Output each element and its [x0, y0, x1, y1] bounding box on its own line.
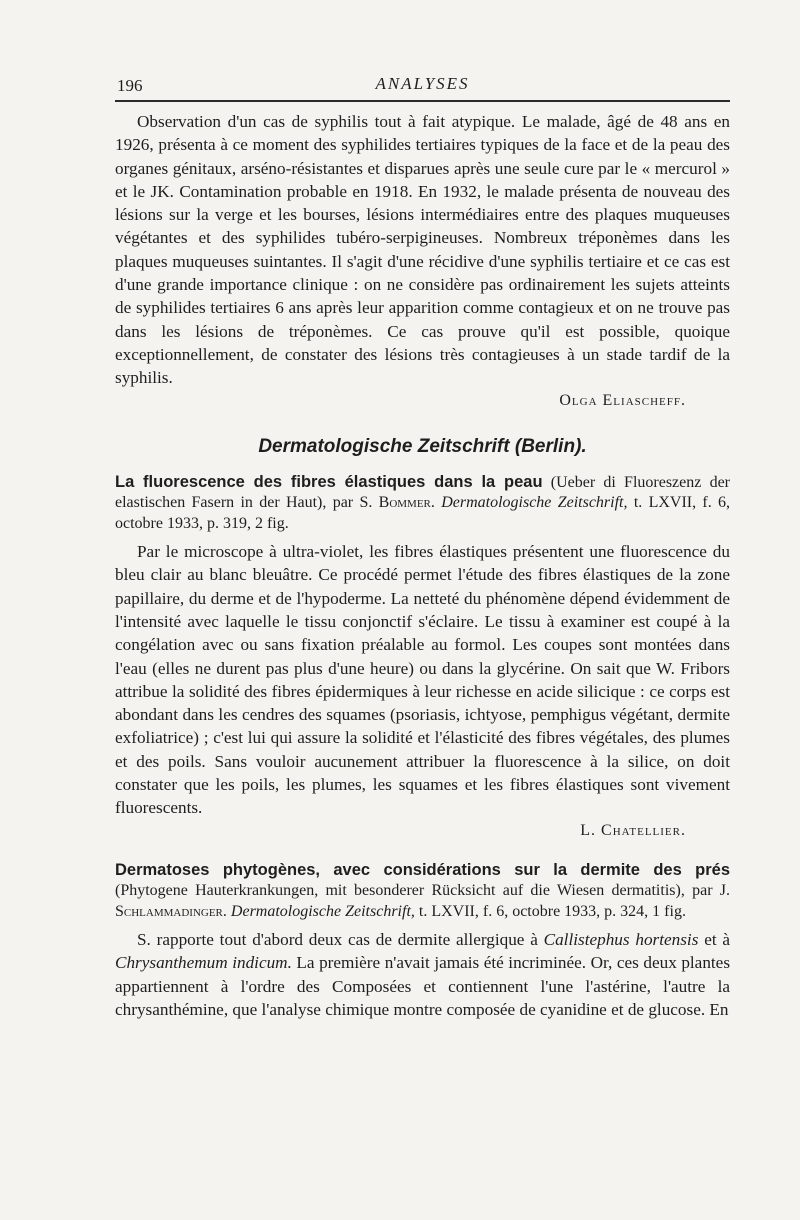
article2-plant1: Callistephus hortensis	[543, 930, 699, 950]
observation-paragraph: Observation d'un cas de syphilis tout à fait atypique. Le malade, âgé de 48 ans en 1926, présenta à ce moment des syphilides tertiaires typiques de la face et de la peau des organes génitaux, arséno-résistantes et disparues après une seule cure par le « mercurol » et le JK. Contamination probable en 1918. En 1932, le malade présenta de nouveau des lésions sur la verge et les bourses, lésions intermédiaires entre des plaques muqueuses végétantes et des syphilides tubéro-serpigineuses. Nombreux tréponèmes dans les plaques muqueuses suintantes. Il s'agit d'une récidive d'une syphilis tertiaire et ce cas est d'une grande importance clinique : on ne considère pas ordinairement les sujets atteints de syphilides tertiaires 6 ans après leur apparition comme contagieux et on ne trouve pas dans les lésions de tréponèmes. Ce cas prouve qu'il est possible, quoique exceptionnellement, de constater des lésions très contagieuses à un stade tardif de la syphilis.	[115, 112, 730, 388]
journal-heading: Dermatologische Zeitschrift (Berlin).	[258, 435, 587, 457]
page	[115, 70, 730, 1021]
journal-city: Berlin	[521, 435, 576, 457]
article1-paragraph: Par le microscope à ultra-violet, les fibres élastiques présentent une fluorescence du bleu clair au blanc bleuâtre. Ce procédé permet l'étude des fibres élastiques de la zone papillaire, du derme et de l'hypoderme. La netteté du phénomène dépend évidemment de l'intensité avec laquelle le tissu conjonctif s'éclaire. Le tissu à examiner est coupé à la congélation avec ou sans fixation préalable au formol. Les coupes sont montées dans l'eau (elles ne durent pas plus d'une heure) ou dans la glycérine. On sait que W. Fribors attribue la solidité des fibres épidermiques à leur richesse en acide silicique : ce corps est abondant dans les cendres des squames (psoriasis, ichtyose, pemphigus végétant, dermite exfoliatrice) ; c'est lui qui assure la solidité et l'élasticité des fibres végétales, des plumes et des poils. Sans vouloir aucunement attribuer la fluorescence à la silice, on doit constater que les poils, les plumes, les squames et les fibres élastiques sont vivement fluorescents.	[115, 542, 730, 818]
article1-original-title: (Ueber di Fluoreszenz der elastischen Fasern in der Haut),	[115, 473, 730, 512]
article2-journal: Dermatologische Zeitschrift,	[230, 902, 415, 920]
journal-name: Dermatologische Zeitschrift	[258, 435, 510, 457]
article2-original-title: (Phytogene Hauterkrankungen, mit besonderer Rücksicht auf die Wiesen dermatitis),	[115, 882, 685, 900]
article1-journal: Dermatologische Zeitschrift,	[441, 494, 628, 512]
article2-p-and: et à	[704, 930, 731, 950]
signature-chatellier: L. Chatellier.	[580, 821, 686, 839]
article2-title: Dermatoses phytogènes, avec considérations sur la dermite des prés	[115, 860, 730, 879]
signature-eliascheff: Olga Eliascheff.	[559, 391, 686, 409]
article2-plant2: Chrysanthemum indicum.	[115, 953, 292, 973]
article1-by: par	[332, 494, 354, 512]
article2-by: par	[692, 882, 713, 900]
article2-citation: t. LXVII, f. 6, octobre 1933, p. 324, 1 fig.	[418, 902, 686, 920]
article1-title: La fluorescence des fibres élastiques dans la peau	[115, 472, 543, 491]
article2-p-rest: La première n'avait jamais été incriminée. Or, ces deux plantes appartiennent à l'ordre des Composées et contiennent l'une l'astérine, l'autre la chrysanthémine, que l'analyse chimique montre composée de cyanidine et de glucose. En	[115, 953, 731, 1020]
article2-paragraph	[115, 928, 730, 1021]
article2-author: J. Schlammadinger.	[115, 882, 731, 920]
article2-heading	[115, 860, 730, 923]
article1-author: S. Bommer.	[359, 494, 435, 512]
running-title: ANALYSES	[375, 74, 470, 93]
article2-p-start: S. rapporte tout d'abord deux cas de dermite allergique à	[137, 930, 538, 950]
article1-heading	[115, 472, 730, 535]
page-number: 196	[117, 76, 143, 95]
page-header	[115, 70, 730, 102]
article1-citation: t. LXVII, f. 6, octobre 1933, p. 319, 2 fig.	[115, 494, 731, 532]
